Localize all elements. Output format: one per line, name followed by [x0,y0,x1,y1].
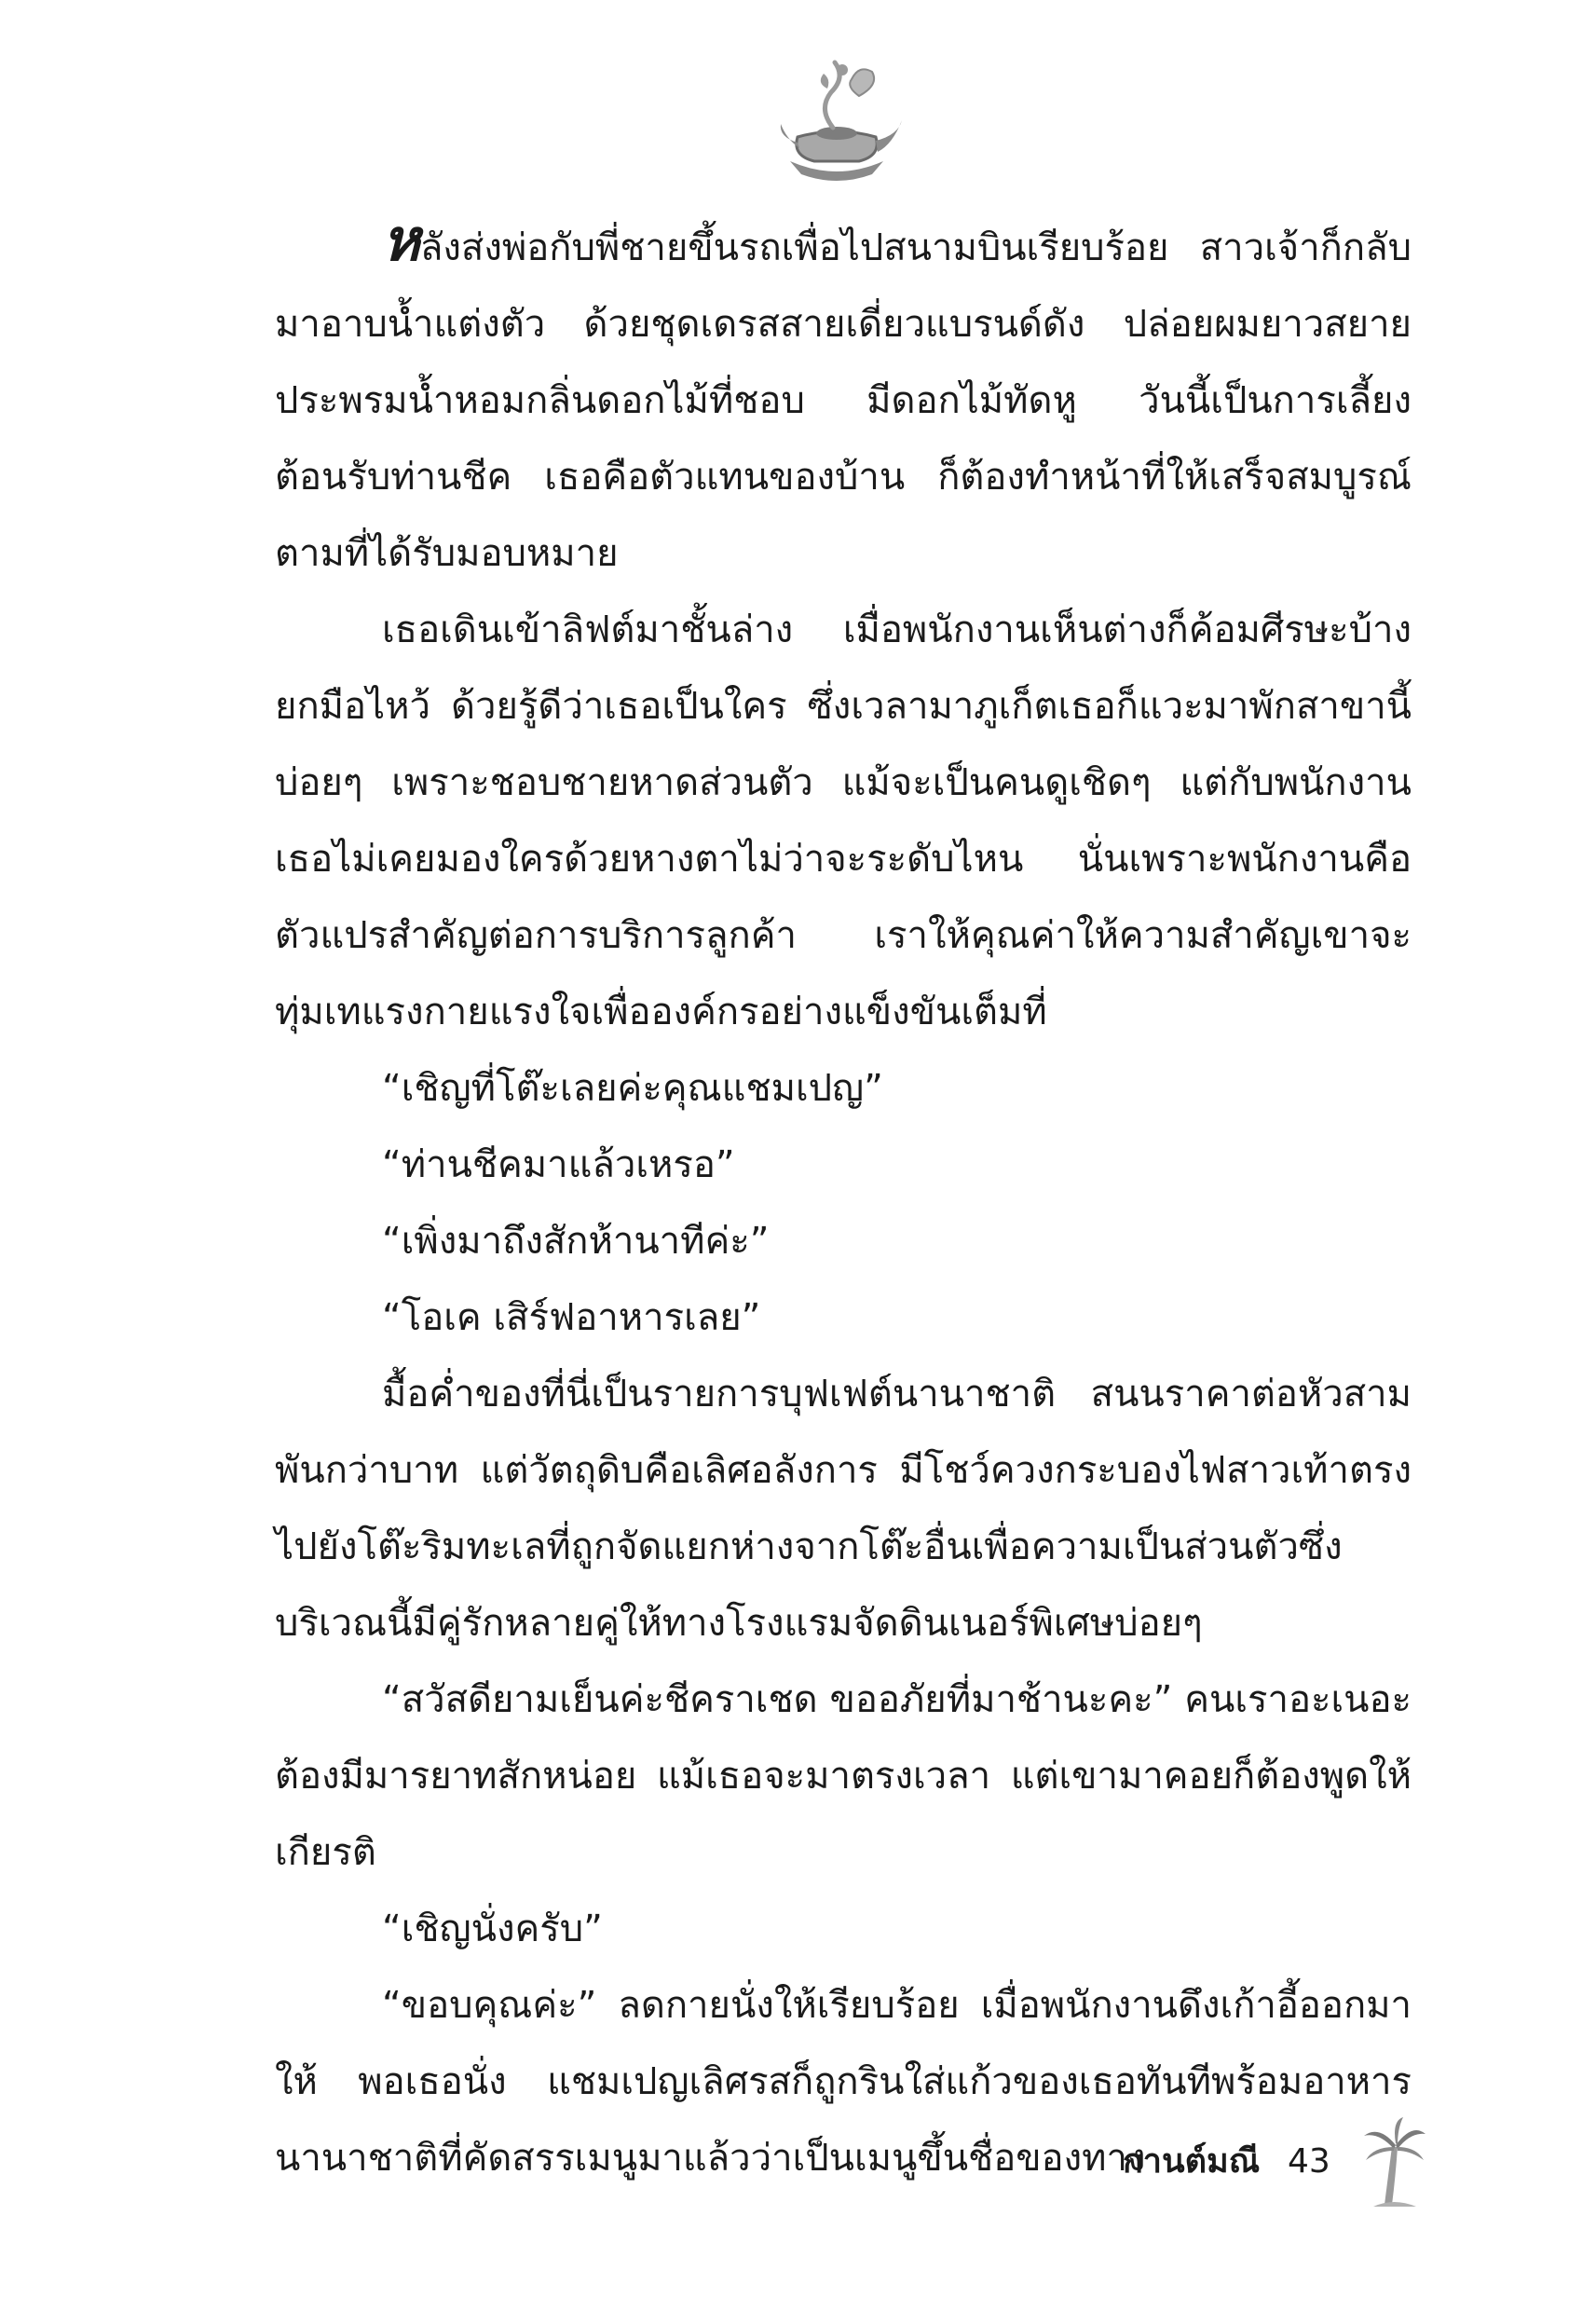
paragraph: เธอเดินเข้าลิฟต์มาชั้นล่าง เมื่อพนักงานเห็นต่างก็ค้อมศีรษะบ้างยกมือไหว้ ด้วยรู้ดีว่าเธอเป็นใคร ซึ่งเวลามาภูเก็ตเธอก็แวะมาพักสาขานี้บ่อยๆ เพราะชอบชายหาดส่วนตัว แม้จะเป็นคนดูเชิดๆ แต่กับพนักงานเธอไม่เคยมองใครด้วยหางตาไม่ว่าจะระดับไหน นั่นเพราะพนักงานคือตัวแปรสำคัญต่อการบริการลูกค้า เราให้คุณค่าให้ความสำคัญเขาจะทุ่มเทแรงกายแรงใจเพื่อองค์กรอย่างแข็งขันเต็มที่ [275,609,1412,1033]
dialogue-line: “ท่านชีคมาแล้วเหรอ” [382,1143,735,1186]
paragraph: มื้อค่ำของที่นี่เป็นรายการบุฟเฟต์นานาชาติ สนนราคาต่อหัวสามพันกว่าบาท แต่วัตถุดิบคือเลิศอลังการ มีโชว์ควงกระบองไฟสาวเท้าตรงไปยังโต๊ะริมทะเลที่ถูกจัดแยกห่างจากโต๊ะอื่นเพื่อความเป็นส่วนตัวซึ่งบริเวณนี้มีคู่รักหลายคู่ให้ทางโรงแรมจัดดินเนอร์พิเศษบ่อยๆ [275,1373,1412,1645]
paragraph-text: ลังส่งพ่อกับพี่ชายขึ้นรถเพื่อไปสนามบินเรียบร้อย สาวเจ้าก็กลับมาอาบน้ำแต่งตัว ด้วยชุดเดรสสายเดี่ยวแบรนด์ดัง ปล่อยผมยาวสยายประพรมน้ำหอมกลิ่นดอกไม้ที่ชอบ มีดอกไม้ทัดหู วันนี้เป็นการเลี้ยงต้อนรับท่านชีค เธอคือตัวแทนของบ้าน ก็ต้องทำหน้าที่ให้เสร็จสมบูรณ์ตามที่ได้รับมอบหมาย [275,226,1412,575]
body-text [275,206,1412,2196]
page-number: 43 [1288,2142,1330,2181]
palm-tree-icon [1360,2115,1427,2208]
paragraph: “สวัสดียามเย็นค่ะชีคราเชด ขออภัยที่มาช้านะคะ” คนเราอะเนอะต้องมีมารยาทสักหน่อย แม้เธอจะมาตรงเวลา แต่เขามาคอยก็ต้องพูดให้เกียรติ [275,1678,1412,1874]
dialogue-line: “เพิ่งมาถึงสักห้านาทีค่ะ” [382,1220,770,1263]
dialogue-line: “เชิญที่โต๊ะเลยค่ะคุณแชมเปญ” [382,1067,883,1110]
dialogue-line: “เชิญนั่งครับ” [382,1908,603,1950]
paragraph: “ขอบคุณค่ะ” ลดกายนั่งให้เรียบร้อย เมื่อพนักงานดึงเก้าอี้ออกมาให้ พอเธอนั่ง แชมเปญเลิศรสก็ถูกรินใส่แก้วของเธอทันทีพร้อมอาหารนานาชาติที่คัดสรรเมนูมาแล้วว่าเป็นเมนูขึ้นชื่อของทาง [275,1984,1412,2180]
dialogue-line: “โอเค เสิร์ฟอาหารเลย” [382,1296,761,1339]
genie-lamp-icon [762,51,911,191]
drop-cap: ห [382,206,420,274]
footer-book-title: กานต์มณี [1123,2142,1261,2181]
paragraph [275,206,1412,592]
